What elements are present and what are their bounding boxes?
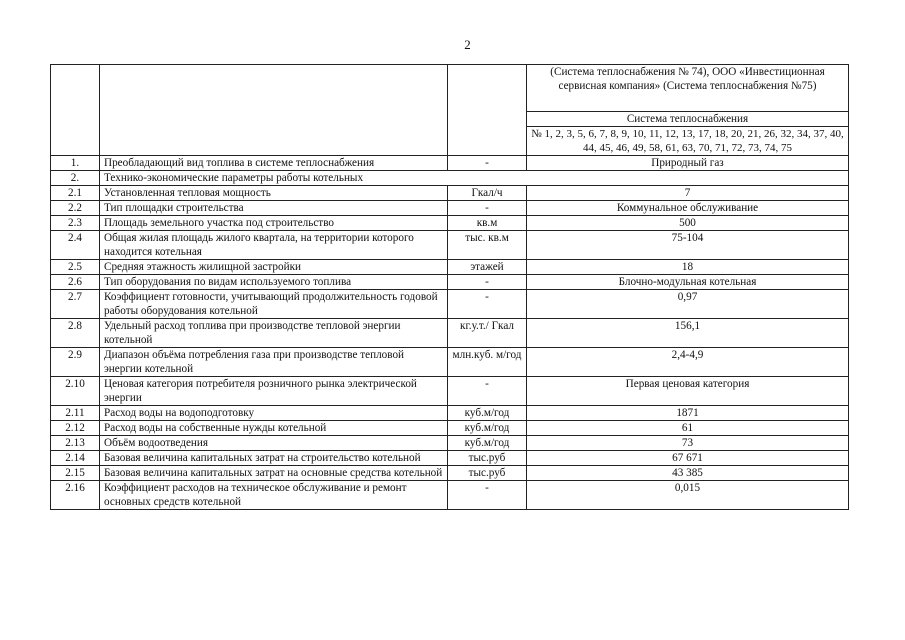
table-row <box>51 421 849 436</box>
parameter-name: Коэффициент готовности, учитывающий продолжительность годовой работы оборудования котельной <box>100 290 448 319</box>
value: 2,4-4,9 <box>527 348 849 377</box>
row-number: 2.7 <box>51 290 100 319</box>
table-row <box>51 201 849 216</box>
table-row <box>51 156 849 171</box>
value: Первая ценовая категория <box>527 377 849 406</box>
table-row <box>51 466 849 481</box>
value: 0,97 <box>527 290 849 319</box>
table-row <box>51 406 849 421</box>
parameter-name: Тип оборудования по видам используемого топлива <box>100 275 448 290</box>
parameter-name: Объём водоотведения <box>100 436 448 451</box>
table-row <box>51 260 849 275</box>
unit: - <box>448 201 527 216</box>
row-number: 2. <box>51 171 100 186</box>
row-number: 2.4 <box>51 231 100 260</box>
row-number: 2.11 <box>51 406 100 421</box>
table-row <box>51 186 849 201</box>
table-row <box>51 171 849 186</box>
parameter-name: Диапазон объёма потребления газа при производстве тепловой энергии котельной <box>100 348 448 377</box>
value: 500 <box>527 216 849 231</box>
unit: этажей <box>448 260 527 275</box>
value: Коммунальное обслуживание <box>527 201 849 216</box>
row-number: 2.3 <box>51 216 100 231</box>
row-number: 2.8 <box>51 319 100 348</box>
unit: - <box>448 275 527 290</box>
unit: кг.у.т./ Гкал <box>448 319 527 348</box>
table-row <box>51 275 849 290</box>
row-number: 2.14 <box>51 451 100 466</box>
value: 73 <box>527 436 849 451</box>
table-row <box>51 231 849 260</box>
table-row <box>51 216 849 231</box>
value: Блочно-модульная котельная <box>527 275 849 290</box>
row-number: 2.1 <box>51 186 100 201</box>
parameters-table <box>50 64 849 510</box>
row-number: 2.15 <box>51 466 100 481</box>
parameter-name: Установленная тепловая мощность <box>100 186 448 201</box>
value: 75-104 <box>527 231 849 260</box>
header-systems-list: № 1, 2, 3, 5, 6, 7, 8, 9, 10, 11, 12, 13, 17, 18, 20, 21, 26, 32, 34, 37, 40, 44, 45, 46, 49, 58, 61, 63, 70, 71, 72, 73, 74, 75 <box>527 127 849 156</box>
unit: - <box>448 290 527 319</box>
header-sub-label: Система теплоснабжения <box>527 112 849 127</box>
parameter-name: Преобладающий вид топлива в системе теплоснабжения <box>100 156 448 171</box>
row-number: 1. <box>51 156 100 171</box>
parameter-name: Базовая величина капитальных затрат на основные средства котельной <box>100 466 448 481</box>
unit: млн.куб. м/год <box>448 348 527 377</box>
page-number: 2 <box>464 37 471 52</box>
table-row <box>51 290 849 319</box>
parameter-name: Удельный расход топлива при производстве тепловой энергии котельной <box>100 319 448 348</box>
value: 156,1 <box>527 319 849 348</box>
row-number: 2.10 <box>51 377 100 406</box>
parameter-name: Общая жилая площадь жилого квартала, на территории которого находится котельная <box>100 231 448 260</box>
row-number: 2.16 <box>51 481 100 510</box>
unit: тыс.руб <box>448 451 527 466</box>
value: 7 <box>527 186 849 201</box>
row-number: 2.12 <box>51 421 100 436</box>
unit: куб.м/год <box>448 421 527 436</box>
table-row <box>51 348 849 377</box>
parameter-name: Средняя этажность жилищной застройки <box>100 260 448 275</box>
parameter-name: Коэффициент расходов на техническое обслуживание и ремонт основных средств котельной <box>100 481 448 510</box>
header-empty-name <box>100 65 448 156</box>
header-row-continuation <box>51 65 849 112</box>
header-continuation-text: (Система теплоснабжения № 74), ООО «Инвестиционная сервисная компания» (Система теплоснабжения №75) <box>527 65 849 112</box>
row-number: 2.9 <box>51 348 100 377</box>
value: 43 385 <box>527 466 849 481</box>
parameter-name: Тип площадки строительства <box>100 201 448 216</box>
unit: - <box>448 377 527 406</box>
table-body <box>51 65 849 510</box>
value: 1871 <box>527 406 849 421</box>
value: 0,015 <box>527 481 849 510</box>
value: 67 671 <box>527 451 849 466</box>
value: Природный газ <box>527 156 849 171</box>
header-empty-unit <box>448 65 527 156</box>
unit: куб.м/год <box>448 406 527 421</box>
unit: Гкал/ч <box>448 186 527 201</box>
parameter-name: Расход воды на собственные нужды котельной <box>100 421 448 436</box>
table-row <box>51 481 849 510</box>
unit: тыс. кв.м <box>448 231 527 260</box>
value: 61 <box>527 421 849 436</box>
unit: - <box>448 156 527 171</box>
parameter-name: Базовая величина капитальных затрат на строительство котельной <box>100 451 448 466</box>
row-number: 2.6 <box>51 275 100 290</box>
value: 18 <box>527 260 849 275</box>
header-empty-num <box>51 65 100 156</box>
parameter-name: Ценовая категория потребителя розничного рынка электрической энергии <box>100 377 448 406</box>
table-row <box>51 436 849 451</box>
parameter-name: Расход воды на водоподготовку <box>100 406 448 421</box>
parameter-name: Площадь земельного участка под строительство <box>100 216 448 231</box>
row-number: 2.2 <box>51 201 100 216</box>
unit: - <box>448 481 527 510</box>
unit: куб.м/год <box>448 436 527 451</box>
section-title: Технико-экономические параметры работы котельных <box>100 171 849 186</box>
row-number: 2.13 <box>51 436 100 451</box>
unit: тыс.руб <box>448 466 527 481</box>
table-row <box>51 319 849 348</box>
row-number: 2.5 <box>51 260 100 275</box>
unit: кв.м <box>448 216 527 231</box>
table-row <box>51 377 849 406</box>
table-row <box>51 451 849 466</box>
